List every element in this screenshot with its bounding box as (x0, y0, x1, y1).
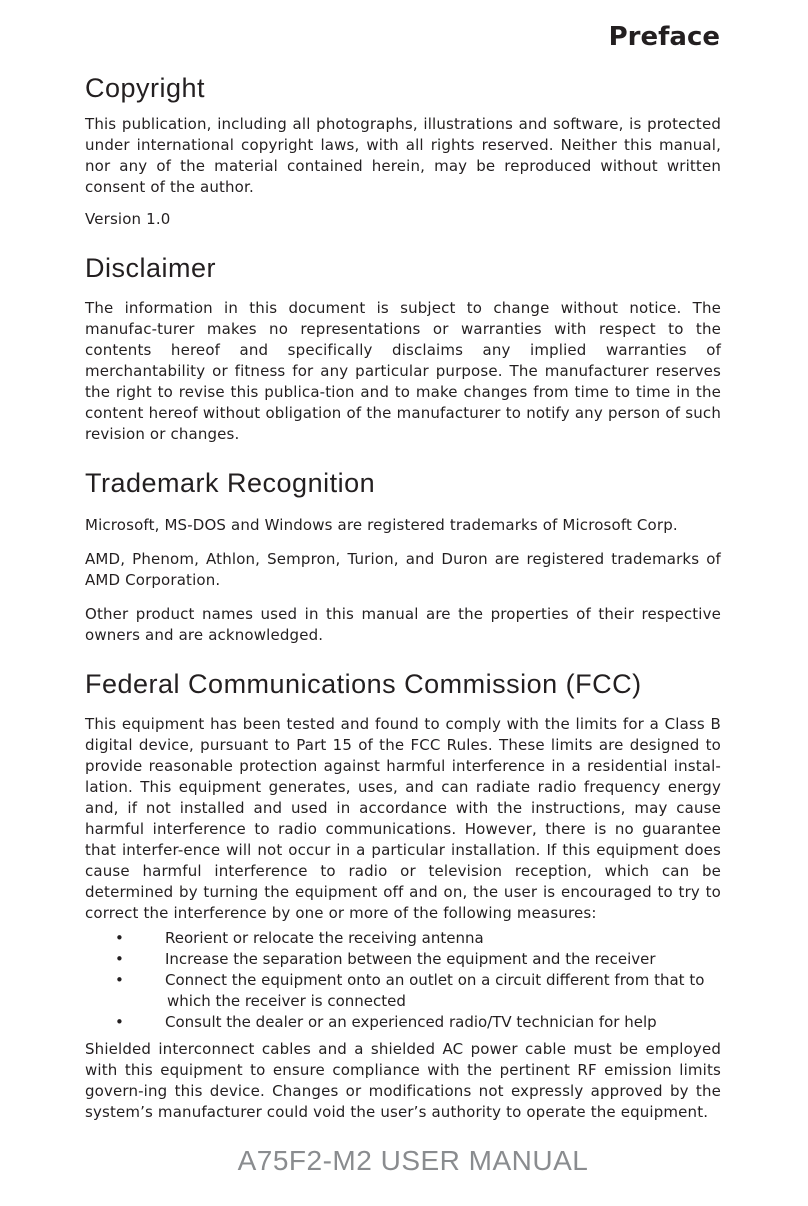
version-text: Version 1.0 (85, 210, 171, 228)
list-item (85, 970, 721, 1012)
copyright-text: This publication, including all photographs, illustrations and software, is protected under international copyright laws, with all rights reserved. Neither this manual, nor any of the material contained herein, may be reproduced without written consent of the author. (85, 115, 721, 196)
measure-text: Connect the equipment onto an outlet on a circuit different from that to (165, 971, 705, 989)
disclaimer-text: The information in this document is subject to change without notice. The manufac-turer makes no representations or warranties with respect to the contents hereof and specifically disclaims any implied warranties of merchantability or fitness for any particular purpose. The manufacturer reserves the right to revise this publica-tion and to make changes from time to time in the content hereof without obligation of the manufacturer to notify any person of such revision or changes. (85, 299, 721, 443)
trademark-amd: AMD, Phenom, Athlon, Sempron, Turion, and Duron are registered trademarks of AMD Corporation. (85, 550, 721, 589)
disclaimer-section (85, 250, 721, 445)
manual-title-footer: A75F2-M2 USER MANUAL (237, 1145, 589, 1176)
copyright-section (85, 70, 721, 230)
bullet-icon: • (115, 1013, 124, 1031)
trademark-section (85, 465, 721, 646)
fcc-closing-text: Shielded interconnect cables and a shielded AC power cable must be employed with this equipment to ensure compliance with the pertinent RF emission limits govern-ing this device. Changes or modifications not expressly approved by the system’s manufacturer could void the user’s authority to operate the equipment. (85, 1040, 721, 1121)
measure-text: Reorient or relocate the receiving antenna (165, 929, 484, 947)
fcc-text: This equipment has been tested and found to comply with the limits for a Class B digital device, pursuant to Part 15 of the FCC Rules. These limits are designed to provide reasonable protection against harmful interference in a residential instal-lation. This equipment generates, uses, and can radiate radio frequency energy and, if not installed and used in accordance with the instructions, may cause harmful interference to radio communications. However, there is no guarantee that interfer-ence will not occur in a particular installation. If this equipment does cause harmful interference to radio or television reception, which can be determined by turning the equipment off and on, the user is encouraged to try to correct the interference by one or more of the following measures: (85, 715, 721, 922)
disclaimer-heading: Disclaimer (85, 253, 217, 283)
fcc-measures-list (85, 928, 721, 1033)
list-item (85, 949, 721, 970)
bullet-icon: • (115, 929, 124, 947)
copyright-heading: Copyright (85, 73, 206, 103)
fcc-heading: Federal Communications Commission (FCC) (85, 669, 642, 699)
measure-text: Consult the dealer or an experienced radio/TV technician for help (165, 1013, 657, 1031)
bullet-icon: • (115, 950, 124, 968)
list-item (85, 1012, 721, 1033)
section-header: Preface (608, 22, 720, 52)
trademark-microsoft: Microsoft, MS-DOS and Windows are registered trademarks of Microsoft Corp. (85, 516, 678, 534)
list-item (85, 928, 721, 949)
document-body (85, 70, 721, 1123)
trademark-other: Other product names used in this manual are the properties of their respective owners and are acknowledged. (85, 605, 721, 644)
bullet-icon: • (115, 971, 124, 989)
fcc-section (85, 666, 721, 1123)
measure-text: Increase the separation between the equipment and the receiver (165, 950, 656, 968)
measure-text-continuation: which the receiver is connected (167, 992, 406, 1010)
trademark-heading: Trademark Recognition (85, 468, 376, 498)
